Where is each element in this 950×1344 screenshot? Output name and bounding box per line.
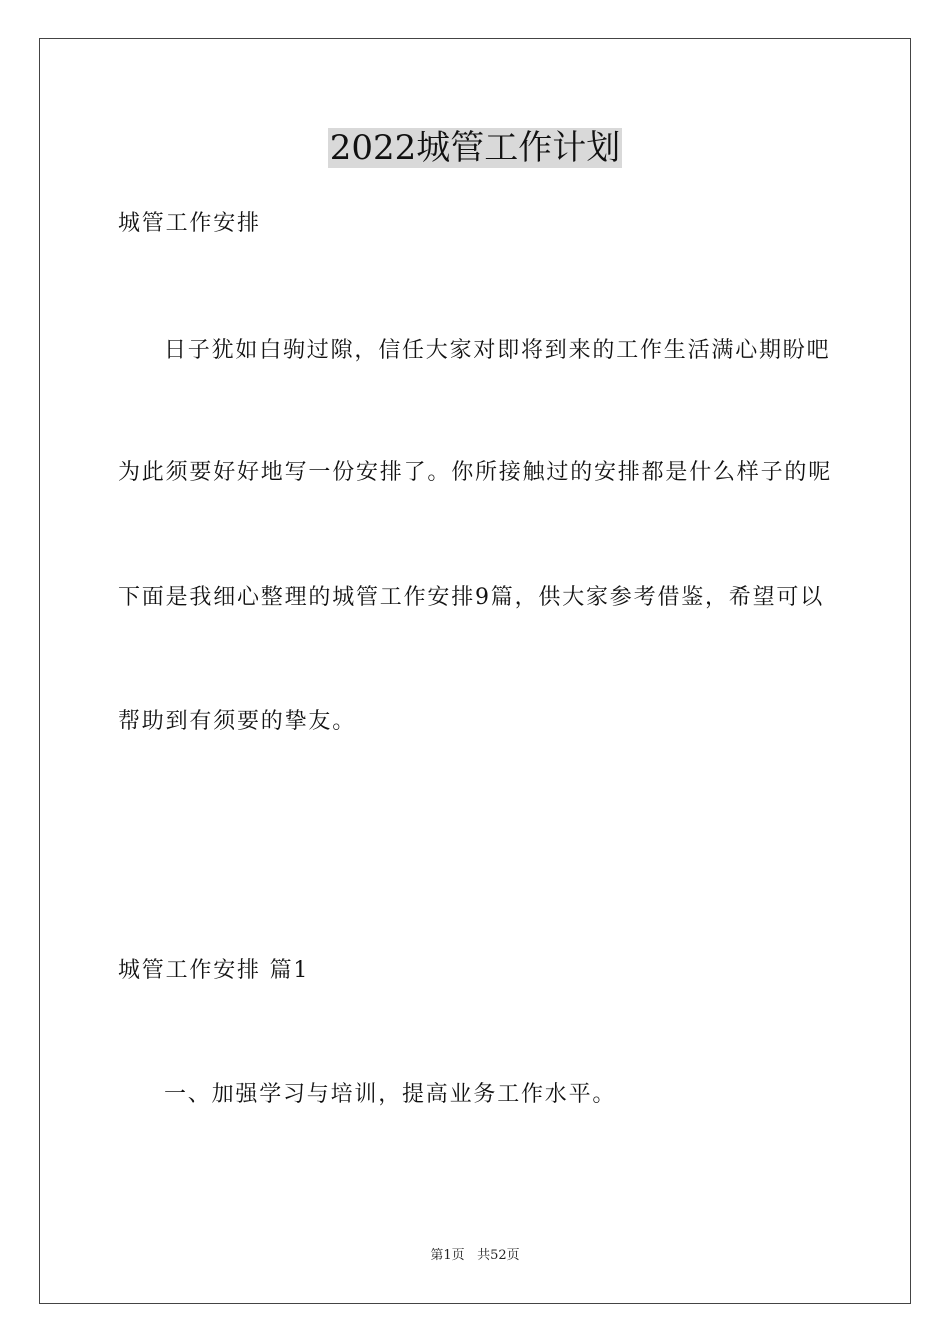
title-wrapper: [0, 128, 950, 168]
page-total: 共52页: [477, 1248, 520, 1263]
section-item: 一、加强学习与培训，提高业务工作水平。: [164, 1082, 617, 1107]
page-number: 第1页: [430, 1248, 465, 1263]
paragraph-line-1: 日子犹如白驹过隙，信任大家对即将到来的工作生活满心期盼吧: [164, 338, 831, 363]
page-footer: [0, 1247, 950, 1265]
paragraph-line-3: 下面是我细心整理的城管工作安排9篇，供大家参考借鉴，希望可以: [118, 585, 824, 610]
paragraph-line-2: 为此须要好好地写一份安排了。你所接触过的安排都是什么样子的呢: [118, 460, 833, 485]
document-title: 2022城管工作计划: [329, 128, 621, 168]
paragraph-line-4: 帮助到有须要的挚友。: [118, 709, 357, 734]
section-heading: 城管工作安排 篇1: [118, 958, 310, 983]
document-subtitle: 城管工作安排: [118, 211, 261, 236]
